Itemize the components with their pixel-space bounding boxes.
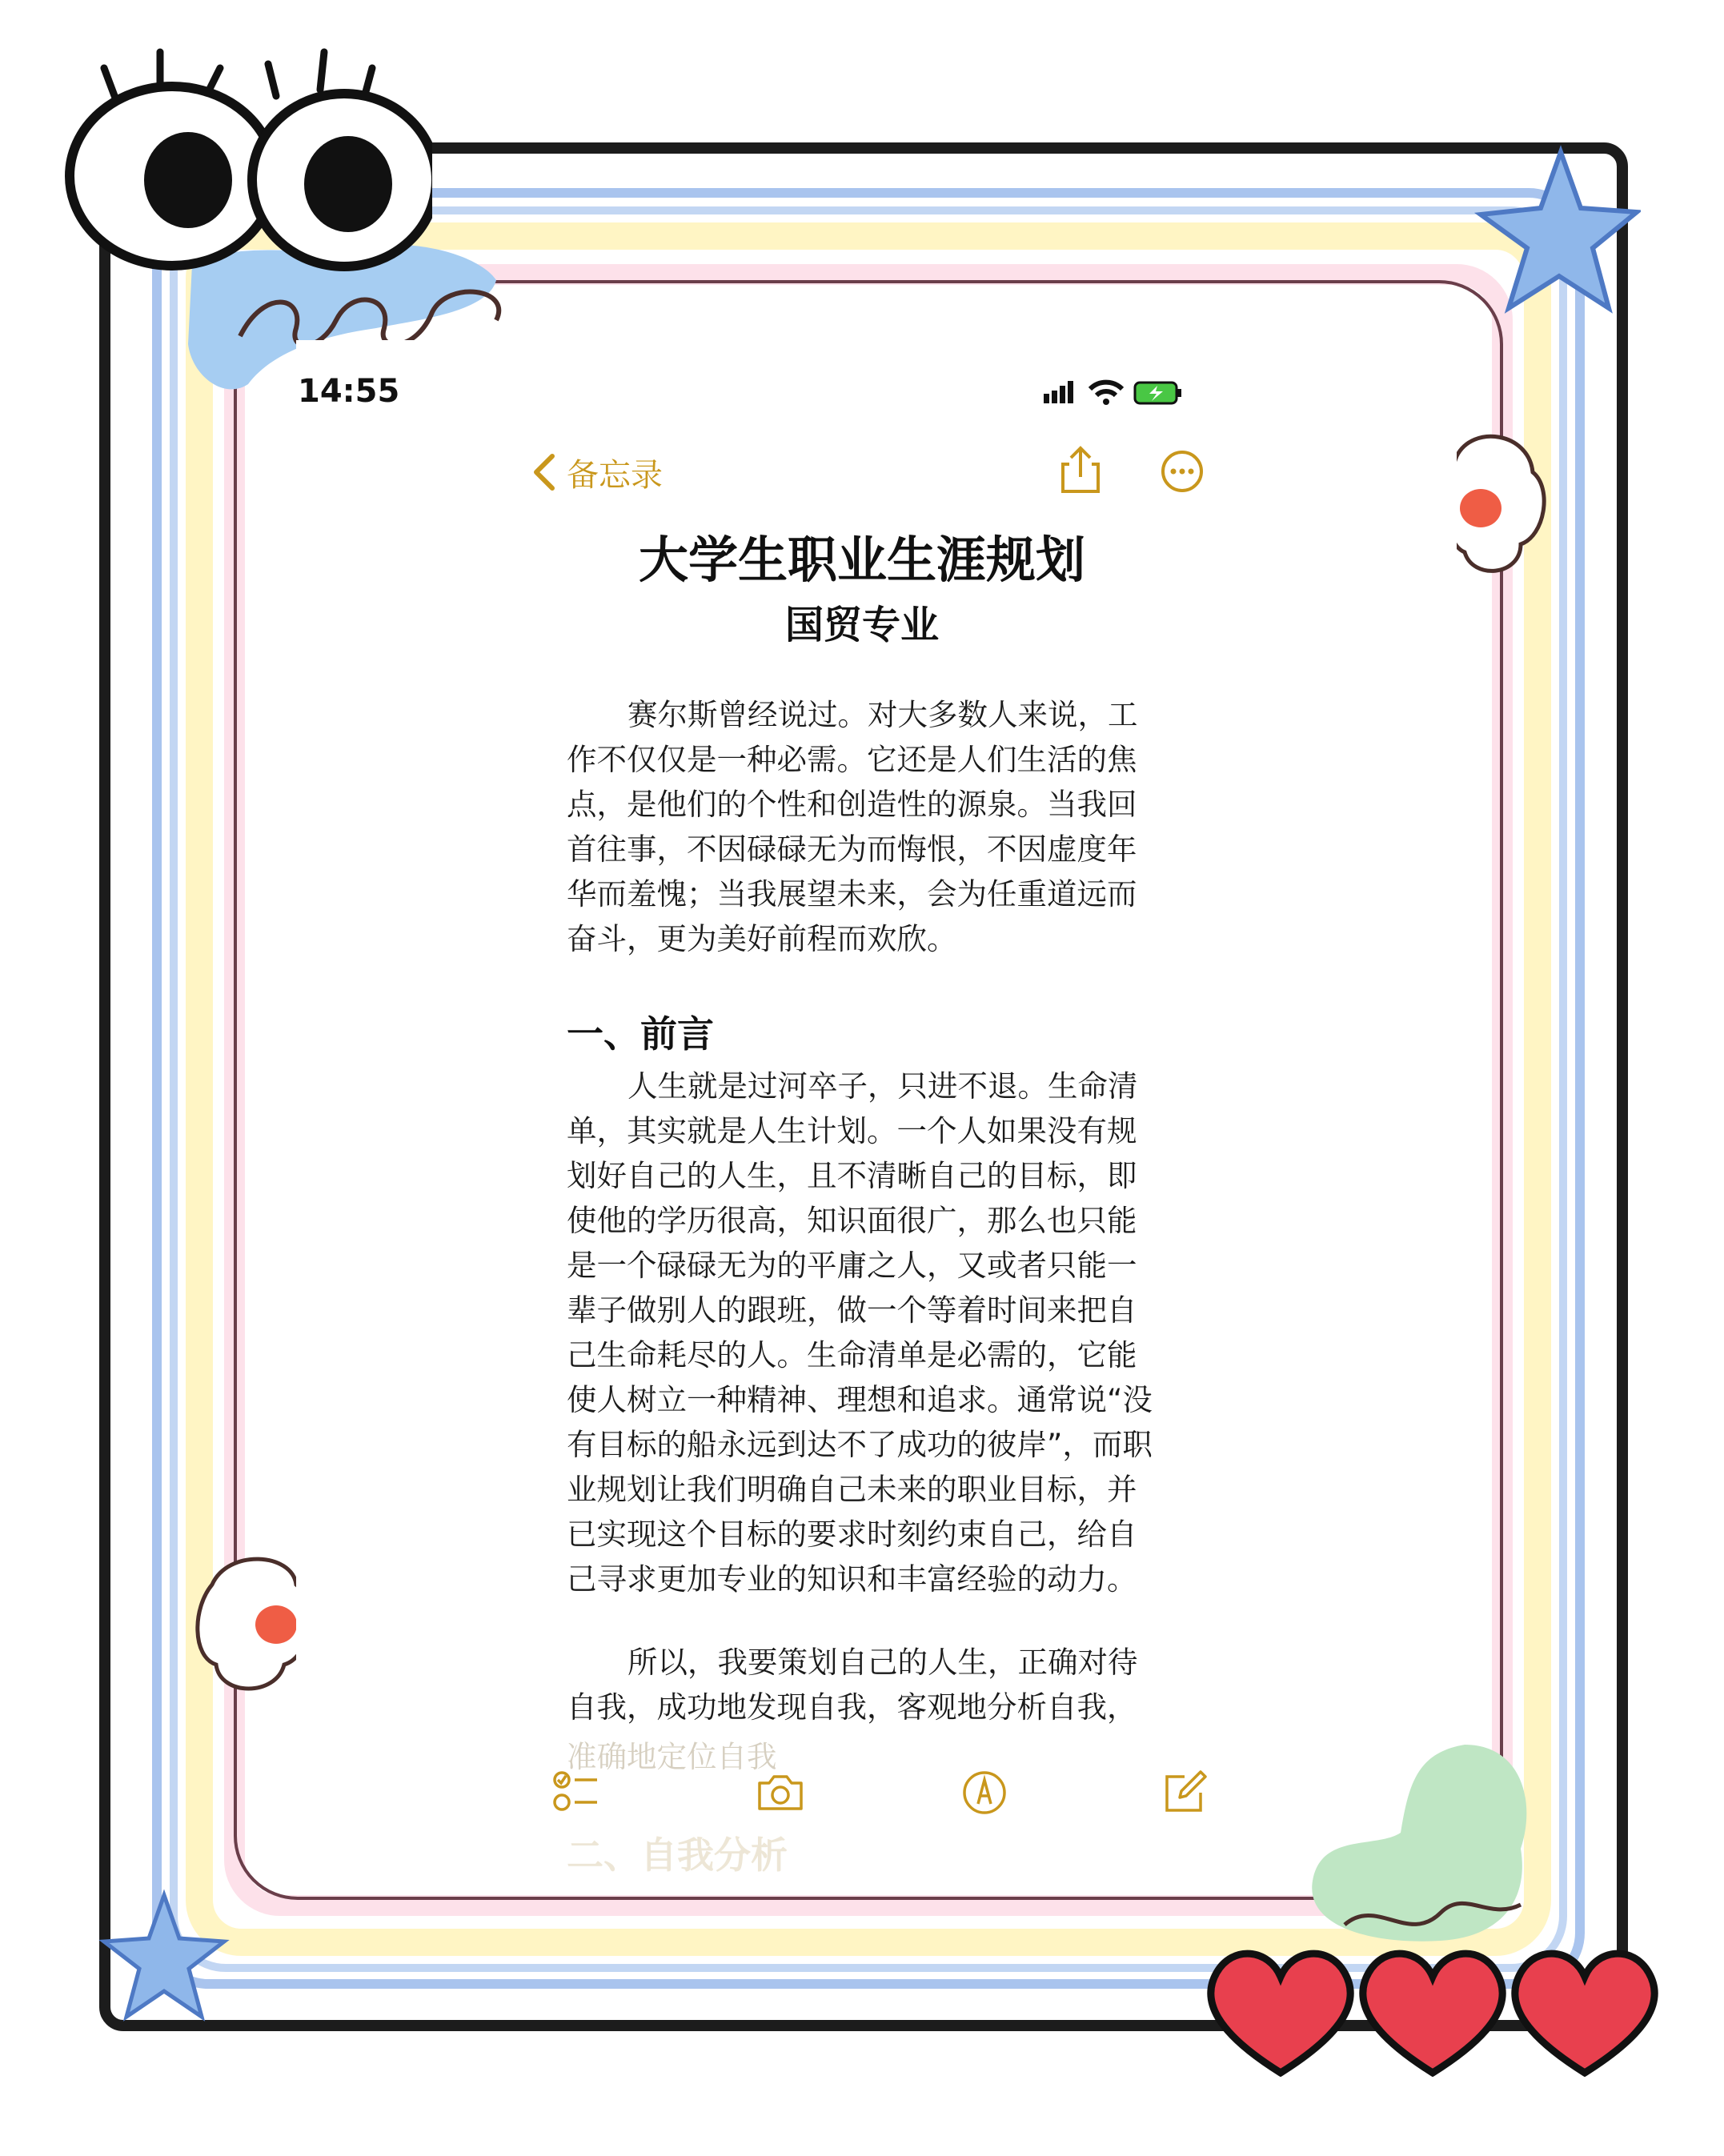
text-line: 己寻求更加专业的知识和丰富经验的动力。: [567, 1561, 1137, 1597]
text-line: 华而羞愧；当我展望未来，会为任重道远而: [567, 876, 1137, 912]
markup-pen-icon[interactable]: [960, 1769, 1008, 1817]
chevron-left-icon: [528, 451, 560, 493]
intro-paragraph: [567, 692, 1169, 961]
status-icons: [1040, 375, 1185, 410]
heart-icon: [1363, 1954, 1502, 2073]
battery-icon: [1135, 383, 1181, 403]
text-line: 己生命耗尽的人。生命清单是必需的，它能: [567, 1337, 1137, 1373]
star-icon: [1465, 144, 1641, 320]
note-title: 大学生职业生涯规划: [638, 531, 1085, 589]
heart-icon: [1211, 1954, 1350, 2073]
text-line: 辈子做别人的跟班，做一个等着时间来把自: [567, 1292, 1137, 1328]
text-line: 业规划让我们明确自己未来的职业目标，并: [567, 1472, 1137, 1507]
checklist-icon[interactable]: [552, 1769, 600, 1817]
note-subtitle: 国贸专业: [784, 603, 939, 647]
text-line: 作不仅仅是一种必需。它还是人们生活的焦: [567, 742, 1137, 777]
section-heading: 一、前言: [567, 1012, 714, 1056]
text-line: 已实现这个目标的要求时刻约束自己，给自: [567, 1517, 1137, 1552]
text-line: 划好自己的人生，且不清晰自己的目标，即: [567, 1158, 1137, 1193]
text-line: 有目标的船永远到达不了成功的彼岸”，而职: [567, 1427, 1153, 1462]
text-line: 使人树立一种精神、理想和追求。通常说“没: [567, 1382, 1153, 1417]
text-line: 奋斗，更为美好前程而欢欣。: [567, 921, 957, 956]
text-line: 赛尔斯曾经说过。对大多数人来说，工: [627, 697, 1138, 732]
text-line: 使他的学历很高，知识面很广，那么也只能: [567, 1203, 1137, 1238]
more-options-icon[interactable]: [1161, 450, 1204, 493]
preface-paragraph: [567, 1064, 1169, 1601]
signal-icon: [1044, 381, 1073, 403]
faded-text-line: 准确地定位自我: [567, 1739, 777, 1774]
text-line: 点，是他们的个性和创造性的源泉。当我回: [567, 787, 1137, 822]
hearts-decoration: [1201, 1929, 1681, 2089]
back-button[interactable]: [528, 448, 663, 496]
heart-icon: [1515, 1954, 1654, 2073]
text-line: 是一个碌碌无为的平庸之人，又或者只能一: [567, 1248, 1137, 1283]
text-line: 所以，我要策划自己的人生，正确对待: [627, 1645, 1138, 1680]
text-line: 人生就是过河卒子，只进不退。生命清: [627, 1068, 1138, 1104]
text-line: 自我，成功地发现自我，客观地分析自我，: [567, 1689, 1137, 1725]
googly-eyes-icon: [48, 40, 432, 280]
closing-paragraph: [567, 1640, 1169, 1729]
back-label: 备忘录: [567, 456, 663, 494]
text-line: 单，其实就是人生计划。一个人如果没有规: [567, 1113, 1137, 1148]
status-time: 14:55: [298, 373, 400, 410]
faded-section-heading: 二、自我分析: [567, 1833, 788, 1877]
compose-icon[interactable]: [1161, 1769, 1209, 1817]
text-line: 首往事，不因碌碌无为而悔恨，不因虚度年: [567, 832, 1137, 867]
share-icon[interactable]: [1058, 445, 1103, 496]
camera-icon[interactable]: [756, 1769, 804, 1817]
star-icon: [96, 1889, 232, 2025]
wifi-icon: [1090, 383, 1122, 405]
green-splash-decoration: [1281, 1737, 1545, 1953]
